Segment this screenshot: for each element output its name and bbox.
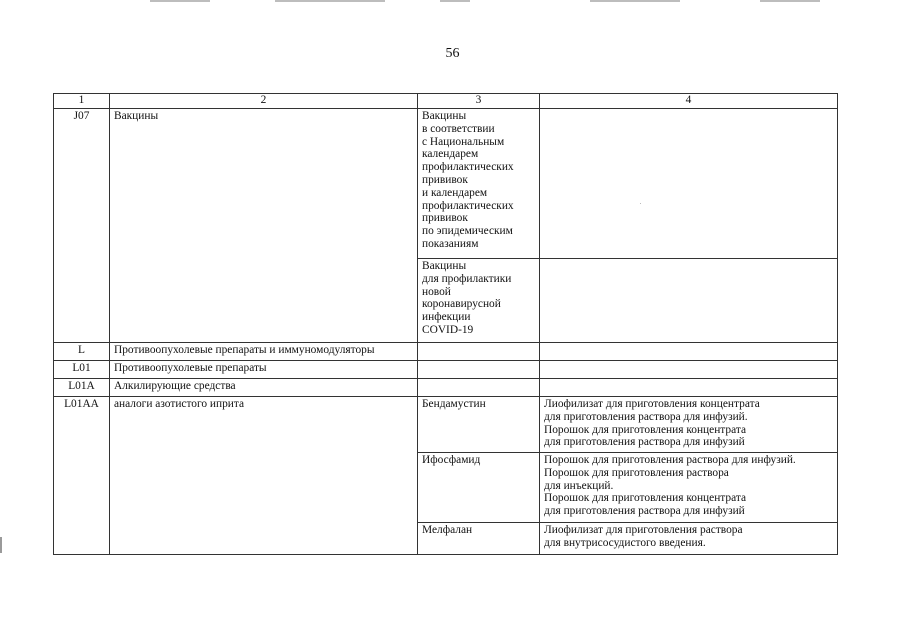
column-header: 1: [54, 94, 110, 109]
text-line: для инъекций.: [544, 479, 614, 492]
atc-code: J07: [54, 109, 110, 343]
text-line: Порошок для приготовления концентрата: [544, 423, 747, 436]
scan-top-rule: [150, 0, 210, 2]
page-number: 56: [445, 46, 460, 61]
dosage-form-cell: [540, 361, 838, 379]
dosage-form-cell: [540, 397, 838, 453]
dosage-form-cell: [540, 379, 838, 397]
text-line: в соответствии: [422, 122, 495, 135]
scan-top-rule: [590, 0, 680, 2]
substance-cell: [418, 379, 540, 397]
column-header: 4: [540, 94, 838, 109]
text-line: COVID-19: [422, 323, 474, 336]
text-line: Порошок для приготовления раствора: [544, 466, 729, 479]
atc-group-name: аналоги азотистого иприта: [110, 397, 418, 555]
table-row-l01a: [54, 379, 838, 397]
dosage-form-cell: [540, 343, 838, 361]
text-line: Вакцины: [422, 260, 467, 272]
atc-group-name: Вакцины: [110, 109, 418, 343]
scan-top-rule: [275, 0, 385, 2]
text-line: Вакцины: [422, 110, 467, 122]
atc-group-name: Противоопухолевые препараты: [110, 361, 418, 379]
text-line: профилактических: [422, 161, 514, 174]
column-header: 3: [418, 94, 540, 109]
text-line: инфекции: [422, 311, 471, 324]
text-line: Порошок для приготовления концентрата: [544, 492, 747, 505]
atc-code: L01AA: [54, 397, 110, 555]
substance-cell: Мелфалан: [418, 523, 540, 555]
text-line: Лиофилизат для приготовления раствора: [544, 524, 743, 536]
text-line: прививок: [422, 173, 468, 186]
substance-cell: Ифосфамид: [418, 453, 540, 523]
table-row-l: [54, 343, 838, 361]
scan-margin-mark: [0, 537, 2, 553]
dosage-form-cell: [540, 523, 838, 555]
atc-code: L01: [54, 361, 110, 379]
text-line: коронавирусной: [422, 298, 501, 311]
atc-code: L: [54, 343, 110, 361]
text-line: для приготовления раствора для инфузий: [544, 505, 745, 518]
table-header-row: [54, 94, 838, 109]
dosage-form-cell: [540, 259, 838, 343]
column-header: 2: [110, 94, 418, 109]
text-line: профилактических: [422, 199, 514, 212]
substance-cell: [418, 343, 540, 361]
table-row-l01: [54, 361, 838, 379]
text-line: для профилактики: [422, 272, 512, 285]
text-line: Лиофилизат для приготовления концентрата: [544, 398, 760, 410]
text-line: для внутрисосудистого введения.: [544, 536, 706, 549]
atc-group-name: Алкилирующие средства: [110, 379, 418, 397]
drug-table: [53, 93, 838, 555]
text-line: новой: [422, 285, 451, 298]
table-row-l01aa: [54, 397, 838, 453]
text-line: прививок: [422, 212, 468, 225]
dosage-form-cell: [540, 453, 838, 523]
text-line: по эпидемическим: [422, 225, 513, 238]
text-line: для приготовления раствора для инфузий.: [544, 410, 748, 423]
substance-cell: [418, 109, 540, 259]
text-line: и календарем: [422, 186, 488, 199]
scan-top-rule: [760, 0, 820, 2]
dosage-form-cell: [540, 109, 838, 259]
text-line: для приготовления раствора для инфузий: [544, 436, 745, 449]
text-line: Порошок для приготовления раствора для инфузий.: [544, 454, 796, 466]
substance-cell: Бендамустин: [418, 397, 540, 453]
scan-top-rule: [440, 0, 470, 2]
text-line: календарем: [422, 148, 479, 161]
text-line: с Национальным: [422, 135, 505, 148]
text-line: показаниям: [422, 237, 479, 250]
atc-group-name: Противоопухолевые препараты и иммуномодуляторы: [110, 343, 418, 361]
table-row-j07: [54, 109, 838, 259]
substance-cell: [418, 259, 540, 343]
atc-code: L01A: [54, 379, 110, 397]
substance-cell: [418, 361, 540, 379]
